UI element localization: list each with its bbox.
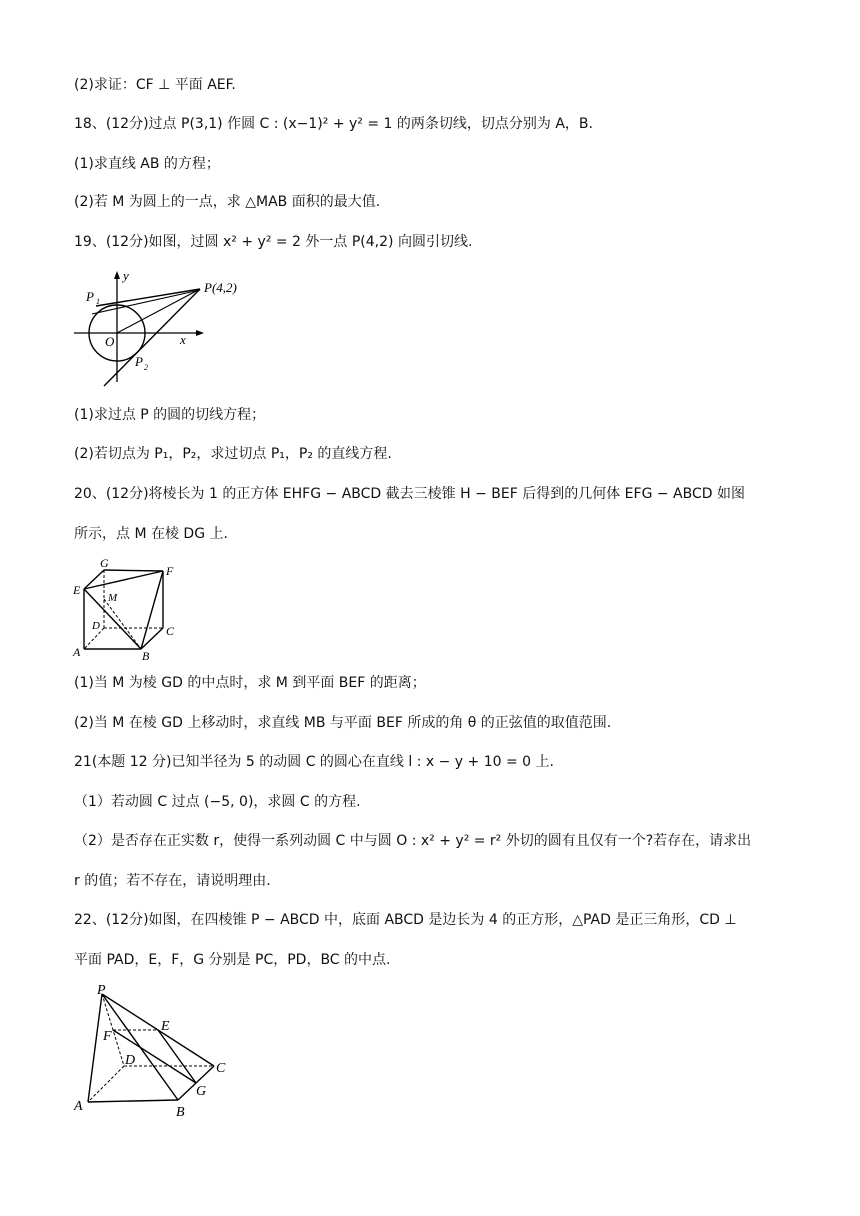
fig2-label-b: B — [142, 649, 150, 662]
fig3-label-a: A — [74, 1099, 83, 1114]
text-line-q18-1: (1)求直线 AB 的方程； — [74, 156, 220, 172]
fig1-label-p1-sub: 1 — [96, 297, 100, 306]
text-line-q21-1: （1）若动圆 C 过点 (−5, 0)，求圆 C 的方程. — [74, 794, 361, 810]
fig1-label-p1: P — [86, 289, 94, 304]
text-line-q20-1: (1)当 M 为棱 GD 的中点时，求 M 到平面 BEF 的距离； — [74, 675, 426, 691]
figure-truncated-cube — [70, 556, 190, 662]
text-line-q19-2: (2)若切点为 P₁，P₂，求过切点 P₁，P₂ 的直线方程. — [74, 446, 392, 462]
fig3-label-b: B — [176, 1105, 185, 1120]
text-line-q20: 20、(12分)将棱长为 1 的正方体 EHFG − ABCD 截去三棱锥 H − BEF 后得到的几何体 EFG − ABCD 如图 — [74, 486, 745, 502]
text-line-q22: 22、(12分)如图，在四棱锥 P − ABCD 中，底面 ABCD 是边长为 4 的正方形，△PAD 是正三角形，CD ⊥ — [74, 912, 737, 928]
text-line-part2-proof: (2)求证：CF ⊥ 平面 AEF. — [74, 77, 236, 93]
fig2-label-m: M — [108, 592, 118, 604]
text-line-q21-2-cont: r 的值；若不存在，请说明理由. — [74, 873, 271, 889]
text-line-q18-2: (2)若 M 为圆上的一点，求 △MAB 面积的最大值. — [74, 194, 381, 210]
text-line-q20-cont: 所示，点 M 在棱 DG 上. — [74, 526, 228, 542]
fig1-label-o: O — [105, 334, 115, 349]
fig2-label-e: E — [73, 583, 81, 597]
fig3-label-f: F — [103, 1029, 112, 1044]
fig2-label-a: A — [73, 645, 81, 659]
fig2-label-c: C — [166, 624, 175, 638]
fig1-label-y: y — [123, 268, 129, 283]
fig2-label-d: D — [92, 620, 100, 632]
text-line-q19: 19、(12分)如图，过圆 x² + y² = 2 外一点 P(4,2) 向圆引切线. — [74, 234, 473, 250]
text-line-q20-2: (2)当 M 在棱 GD 上移动时，求直线 MB 与平面 BEF 所成的角 θ 的正弦值的取值范围. — [74, 715, 612, 731]
fig1-label-x: x — [180, 332, 186, 347]
figure-pyramid — [70, 982, 240, 1122]
fig3-label-g: G — [196, 1084, 207, 1099]
text-line-q21-2: （2）是否存在正实数 r，使得一系列动圆 C 中与圆 O : x² + y² = r² 外切的圆有且仅有一个?若存在，请求出 — [74, 833, 752, 849]
fig2-label-g: G — [100, 556, 109, 570]
text-line-q21: 21(本题 12 分)已知半径为 5 的动圆 C 的圆心在直线 l : x − y + 10 = 0 上. — [74, 754, 554, 770]
text-line-q22-cont: 平面 PAD，E，F，G 分别是 PC，PD，BC 的中点. — [74, 952, 391, 968]
fig3-label-c: C — [216, 1061, 226, 1076]
fig1-label-p2: P — [135, 354, 143, 369]
fig3-label-d: D — [125, 1053, 136, 1068]
text-line-q18: 18、(12分)过点 P(3,1) 作圆 C : (x−1)² + y² = 1 的两条切线，切点分别为 A，B. — [74, 116, 593, 132]
figure-circle-tangents — [70, 264, 260, 390]
fig1-label-p: P(4,2) — [204, 280, 237, 295]
fig1-label-p2-sub: 2 — [144, 363, 148, 372]
fig3-label-p: P — [97, 983, 106, 998]
fig2-label-f: F — [166, 564, 174, 578]
text-line-q19-1: (1)求过点 P 的圆的切线方程； — [74, 407, 266, 423]
fig3-label-e: E — [161, 1019, 170, 1034]
